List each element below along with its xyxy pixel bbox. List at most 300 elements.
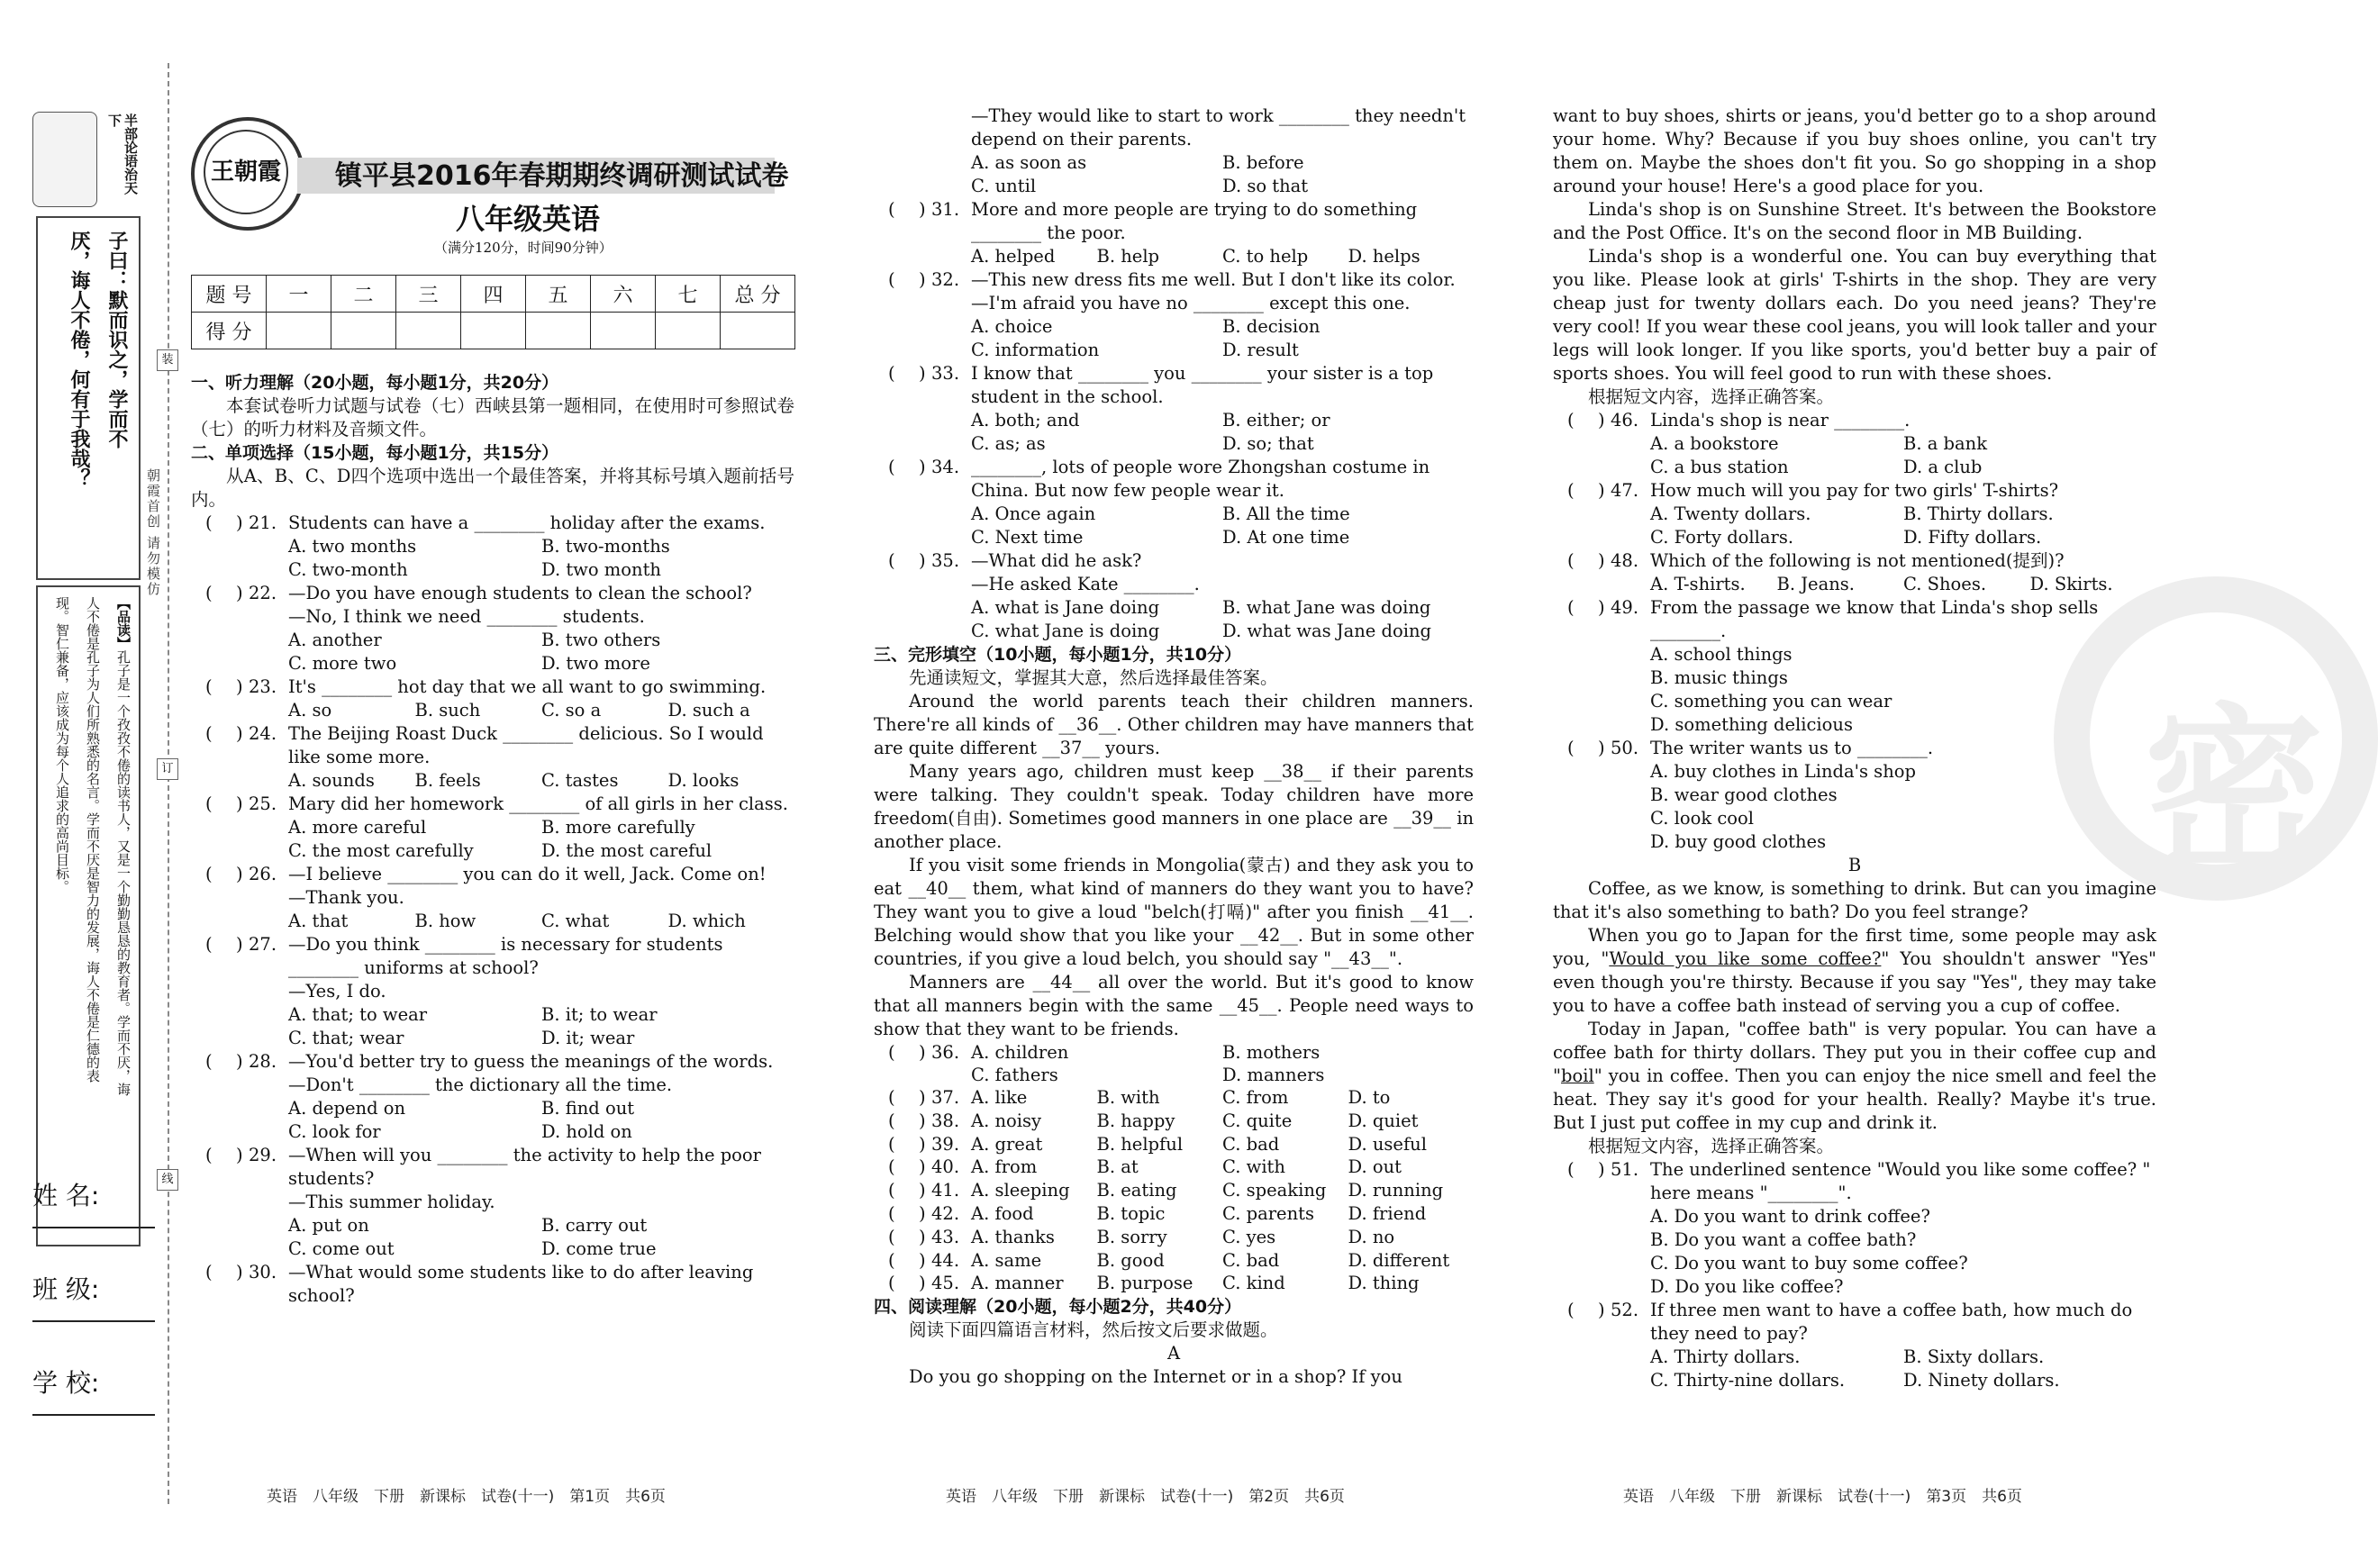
option[interactable]: B. two others <box>541 630 661 650</box>
option[interactable]: D. manners <box>1222 1065 1325 1085</box>
q-number: 24. <box>249 723 277 744</box>
bind-mark-3: 线 <box>157 1169 178 1191</box>
option[interactable]: B. purpose <box>1096 1273 1194 1294</box>
option[interactable]: B. two-months <box>541 536 670 557</box>
q-number: 43. <box>931 1226 960 1247</box>
option[interactable]: A. food <box>971 1202 1034 1224</box>
q-text: —Thank you. <box>288 887 404 908</box>
option[interactable]: C. so a <box>541 700 602 721</box>
answer-bracket-close: ) <box>919 1249 926 1271</box>
option[interactable]: A. as soon as <box>971 152 1087 173</box>
answer-bracket[interactable]: ( <box>888 363 895 384</box>
answer-bracket[interactable]: ( <box>1567 1159 1575 1180</box>
q-text: From the passage we know that Linda's shop sells ________. <box>1650 597 2099 641</box>
answer-bracket[interactable]: ( <box>888 269 895 290</box>
option[interactable]: A. put on <box>288 1215 369 1236</box>
answer-bracket-close: ) <box>919 1133 926 1155</box>
q-text: —When will you ________ the activity to help the poor students? <box>288 1145 761 1189</box>
section-3-text: 先通读短文，掌握其大意，然后选择最佳答案。 <box>909 667 1278 688</box>
option[interactable]: C. Next time <box>971 527 1084 548</box>
q-text: —You'd better try to guess the meanings of the words. <box>288 1051 774 1072</box>
answer-bracket[interactable]: ( <box>888 1249 895 1271</box>
question-21: ( ) 21. Students can have a ________ holiday after the exams. A. two months B. two-months C. two-month D. two month <box>191 512 794 582</box>
q-number: 46. <box>1611 410 1639 431</box>
answer-bracket[interactable]: ( <box>205 512 213 533</box>
option[interactable]: D. Ninety dollars. <box>1903 1370 2060 1391</box>
option[interactable]: B. what Jane was doing <box>1222 597 1431 618</box>
option[interactable]: B. music things <box>1650 667 1788 688</box>
option[interactable]: A. like <box>971 1087 1028 1108</box>
option[interactable]: C. from <box>1222 1087 1289 1108</box>
q-text: —Don't ________ the dictionary all the time. <box>288 1074 673 1095</box>
q-text: Which of the following is not mentioned(提到)? <box>1650 550 2065 571</box>
option[interactable]: B. Thirty dollars. <box>1903 503 2054 524</box>
answer-bracket[interactable]: ( <box>1567 550 1575 571</box>
answer-bracket[interactable]: ( <box>1567 480 1575 501</box>
binding-strip <box>29 106 146 1142</box>
cloze-question-row <box>874 1272 1474 1295</box>
option[interactable]: A. so <box>288 700 332 721</box>
option[interactable]: C. what Jane is doing <box>971 621 1160 641</box>
answer-bracket[interactable]: ( <box>205 1145 213 1165</box>
section-1-heading: 一、听力理解（20小题，每小题1分，共20分） <box>191 373 559 393</box>
option[interactable]: B. such <box>414 700 481 721</box>
option[interactable]: D. Skirts. <box>2029 574 2113 594</box>
text-run: " you in coffee. Then you can enjoy the nice smell and feel the heat. They say it's good for your health. Really? Maybe it's true. But I just put coffee in my cup and drink it. <box>1553 1065 2156 1133</box>
answer-bracket[interactable]: ( <box>205 583 213 603</box>
option[interactable]: D. looks <box>667 770 740 791</box>
option[interactable]: C. more two <box>288 653 397 674</box>
answer-bracket[interactable]: ( <box>888 1226 895 1247</box>
cloze-paragraph-1: Around the world parents teach their children manners. There're all kinds of __36__. Other children may have manners that are quite different __37__ yours. <box>874 691 1474 758</box>
answer-bracket[interactable]: ( <box>888 1273 895 1294</box>
option[interactable]: B. Do you want a coffee bath? <box>1650 1229 1917 1250</box>
option[interactable]: B. it; to wear <box>541 1004 658 1025</box>
answer-bracket-close: ) <box>919 1156 926 1178</box>
answer-bracket[interactable]: ( <box>888 1156 895 1178</box>
option[interactable]: D. come true <box>541 1238 657 1259</box>
answer-bracket[interactable]: ( <box>888 199 895 220</box>
q-text: —They would like to start to work ________ they needn't depend on their parents. <box>971 105 1466 150</box>
option[interactable]: B. good <box>1096 1249 1165 1271</box>
q-text: It's ________ hot day that we all want to go swimming. <box>288 676 767 697</box>
pindu-text-1: 孔子是一个孜孜不倦的读书人，又是一个勤勤恳恳的教育者。学而不厌，诲 <box>115 650 132 1096</box>
question-35: ( ) 35. —What did he ask? —He asked Kate ________. A. what is Jane doing B. what Jane was doing C. what Jane is doing D. what was Jane doing <box>874 549 1474 643</box>
score-cell: 总 分 <box>721 276 795 313</box>
question-50: ( ) 50. The writer wants us to ________. A. buy clothes in Linda's shop B. wear good clothes C. look cool D. buy good clothes <box>1553 737 2156 854</box>
passage-b-instruction: 根据短文内容，选择正确答案。 <box>1588 1136 1835 1156</box>
option[interactable]: A. great <box>971 1133 1043 1155</box>
q-text: I know that ________ you ________ your sister is a top student in the school. <box>971 363 1434 407</box>
school-field[interactable] <box>32 1364 155 1400</box>
q-text: If three men want to have a coffee bath, how much do they need to pay? <box>1650 1300 2133 1344</box>
q-text: The writer wants us to ________. <box>1650 738 1934 758</box>
q-text: —No, I think we need ________ students. <box>288 606 645 627</box>
q-options <box>288 769 794 793</box>
option[interactable]: C. to help <box>1222 246 1309 267</box>
question-30: ( ) 30. —What would some students like to do after leaving school? <box>191 1261 794 1308</box>
q-options <box>971 1249 1474 1273</box>
q-number: 38. <box>931 1110 960 1131</box>
option[interactable]: C. bad <box>1222 1133 1280 1155</box>
option[interactable]: D. a club <box>1903 457 1983 477</box>
q-options <box>1650 1346 2156 1392</box>
score-input[interactable] <box>656 313 721 349</box>
option[interactable]: D. something delicious <box>1650 714 1853 735</box>
passage-a-paragraph-2: Linda's shop is on Sunshine Street. It's between the Bookstore and the Post Office. It's on the second floor in MB Building. <box>1553 199 2156 243</box>
name-field[interactable] <box>32 1176 155 1212</box>
option[interactable]: D. so; that <box>1222 433 1314 454</box>
answer-bracket-close: ) <box>919 1110 926 1131</box>
option[interactable]: B. eating <box>1096 1180 1177 1201</box>
answer-bracket[interactable]: ( <box>888 1202 895 1224</box>
option[interactable]: A. Once again <box>971 503 1096 524</box>
copyright-note: 朝霞首创 请勿模仿 <box>145 468 161 597</box>
strip-banner: 半部论语治天下 <box>106 113 139 195</box>
option[interactable]: A. T-shirts. <box>1650 574 1746 594</box>
q-options <box>288 535 794 582</box>
score-header-row <box>192 276 795 313</box>
option[interactable]: C. fathers <box>971 1065 1058 1085</box>
option[interactable]: B. Jeans. <box>1776 574 1855 594</box>
answer-bracket[interactable]: ( <box>1567 738 1575 758</box>
section-4-text: 阅读下面四篇语言材料，然后按文后要求做题。 <box>909 1319 1278 1341</box>
score-cell: 三 <box>396 276 461 313</box>
option[interactable]: A. children <box>971 1042 1069 1063</box>
option[interactable]: B. All the time <box>1222 503 1350 524</box>
option[interactable]: D. useful <box>1348 1133 1427 1155</box>
score-cell: 二 <box>331 276 396 313</box>
question-32: ( ) 32. —This new dress fits me well. But I don't like its color. —I'm afraid you have no ________ except this one. A. choice B. decision C. information D. result <box>874 268 1474 362</box>
q-number: 21. <box>249 512 277 533</box>
option[interactable]: A. Do you want to drink coffee? <box>1650 1206 1930 1227</box>
cloze-paragraph-3: If you visit some friends in Mongolia(蒙古) and they ask you to eat __40__ them, what kind of manners do they want you to have? They want you to give a loud "belch(打嗝)" after you finish __41__. Belching would show that you like your __42__. But in some other countries, if you give a loud belch, you should say "__43__". <box>874 855 1474 969</box>
option[interactable]: D. buy good clothes <box>1650 831 1827 852</box>
option[interactable]: B. wear good clothes <box>1650 784 1838 805</box>
option[interactable]: B. happy <box>1096 1110 1175 1131</box>
answer-bracket[interactable]: ( <box>888 1042 895 1063</box>
option[interactable]: A. a bookstore <box>1650 433 1779 454</box>
option[interactable]: D. running <box>1348 1180 1444 1201</box>
q-number: 41. <box>931 1180 960 1201</box>
logo-text: 王朝霞 <box>204 130 288 214</box>
option[interactable]: C. come out <box>288 1238 395 1259</box>
option[interactable]: A. another <box>288 630 382 650</box>
option[interactable]: B. Sixty dollars. <box>1903 1346 2045 1367</box>
answer-bracket[interactable]: ( <box>205 1262 213 1282</box>
cloze-question-row <box>874 1249 1474 1273</box>
option[interactable]: B. feels <box>414 770 481 791</box>
q-number: 31. <box>931 199 960 220</box>
option[interactable]: D. quiet <box>1348 1110 1419 1131</box>
option[interactable]: D. the most careful <box>541 840 712 861</box>
option[interactable]: C. that; wear <box>288 1028 404 1048</box>
option[interactable]: D. what was Jane doing <box>1222 621 1432 641</box>
option[interactable]: D. it; wear <box>541 1028 635 1048</box>
page-footer-2: 英语 八年级 下册 新课标 试卷(十一) 第2页 共6页 <box>946 1488 1345 1506</box>
option[interactable]: B. decision <box>1222 316 1321 337</box>
option[interactable]: D. Do you like coffee? <box>1650 1276 1844 1297</box>
option[interactable]: D. helps <box>1348 246 1420 267</box>
option[interactable]: B. a bank <box>1903 433 1988 454</box>
quote-line-2: 厌，诲人不倦，何有于我哉？ <box>68 231 90 488</box>
text-run: " You shouldn't answer "Yes" even though you're thirsty. Because if you say "Yes", they may take you to have a coffee bath instead of serving you a cup of coffee. <box>1553 948 2156 1016</box>
question-47: ( ) 47. How much will you pay for two girls' T-shirts? A. Twenty dollars. B. Thirty dollars. C. Forty dollars. D. Fifty dollars. <box>1553 479 2156 549</box>
option[interactable]: C. what <box>541 911 610 931</box>
answer-bracket[interactable]: ( <box>888 1087 895 1108</box>
option[interactable]: D. At one time <box>1222 527 1350 548</box>
question-28: ( ) 28. —You'd better try to guess the meanings of the words. —Don't ________ the dictionary all the time. A. depend on B. find out C. look for D. hold on <box>191 1050 794 1144</box>
q-number: 29. <box>249 1145 277 1165</box>
page-footer-1: 英语 八年级 下册 新课标 试卷(十一) 第1页 共6页 <box>267 1488 666 1506</box>
option[interactable]: A. noisy <box>971 1110 1042 1131</box>
answer-bracket-close: ) <box>919 1202 926 1224</box>
q-options <box>288 816 794 863</box>
text-run: Today in Japan, "coffee bath" is very popular. You can have a coffee bath for thirty dollars. They put you in their coffee cup and " <box>1553 1019 2156 1086</box>
option[interactable]: C. Shoes. <box>1903 574 1987 594</box>
option[interactable]: A. two months <box>288 536 417 557</box>
score-cell: 五 <box>526 276 591 313</box>
option[interactable]: C. Thirty-nine dollars. <box>1650 1370 1846 1391</box>
score-input[interactable] <box>721 313 795 349</box>
q-number: 30. <box>249 1262 277 1282</box>
q-options <box>971 1202 1474 1226</box>
option[interactable]: A. helped <box>971 246 1056 267</box>
answer-bracket[interactable]: ( <box>888 1133 895 1155</box>
score-input[interactable] <box>331 313 396 349</box>
option[interactable]: D. two month <box>541 559 661 580</box>
score-input[interactable] <box>267 313 331 349</box>
option[interactable]: D. friend <box>1348 1202 1427 1224</box>
q-options <box>971 151 1474 198</box>
question-29: ( ) 29. —When will you ________ the activity to help the poor students? —This summer holiday. A. put on B. carry out C. come out D. come true <box>191 1144 794 1261</box>
bind-mark-1: 装 <box>157 349 178 371</box>
passage-b-paragraph-2 <box>1553 924 2156 1018</box>
q-number: 22. <box>249 583 277 603</box>
q-text: —What did he ask? <box>971 550 1142 571</box>
option[interactable]: A. Twenty dollars. <box>1650 503 1811 524</box>
question-51: ( ) 51. The underlined sentence "Would you like some coffee? " here means "________". A. Do you want to drink coffee? B. Do you want a coffee bath? C. Do you want to buy some coffee? D. Do you like coffee? <box>1553 1158 2156 1299</box>
option[interactable]: B. how <box>414 911 477 931</box>
option[interactable]: D. thing <box>1348 1273 1420 1294</box>
column-1 <box>191 371 794 1308</box>
q-number: 25. <box>249 793 277 814</box>
answer-bracket[interactable]: ( <box>1567 597 1575 618</box>
option[interactable]: D. so that <box>1222 176 1309 196</box>
exam-title: 镇平县2016年春期期终调研测试试卷 <box>335 160 789 192</box>
answer-bracket[interactable]: ( <box>888 457 895 477</box>
question-49: ( ) 49. From the passage we know that Linda's shop sells ________. A. school things B. music things C. something you can wear D. something delicious <box>1553 596 2156 737</box>
pindu-box <box>36 585 141 1246</box>
q-options <box>971 1110 1474 1133</box>
option[interactable]: A. that <box>288 911 349 931</box>
q-options <box>1650 432 2156 479</box>
q-text: —I believe ________ you can do it well, Jack. Come on! <box>288 864 767 884</box>
q-options <box>288 629 794 675</box>
option[interactable]: A. manner <box>971 1273 1064 1294</box>
option[interactable]: A. sleeping <box>971 1180 1070 1201</box>
q-number: 27. <box>249 934 277 955</box>
option[interactable]: D. Fifty dollars. <box>1903 527 2042 548</box>
option[interactable]: C. until <box>971 176 1037 196</box>
score-cell: 七 <box>656 276 721 313</box>
option[interactable]: A. thanks <box>971 1226 1055 1247</box>
option[interactable]: B. at <box>1096 1156 1139 1178</box>
answer-bracket[interactable]: ( <box>1567 410 1575 431</box>
option[interactable]: B. help <box>1096 246 1160 267</box>
option[interactable]: C. quite <box>1222 1110 1293 1131</box>
option[interactable]: D. which <box>667 911 746 931</box>
q-options <box>971 1156 1474 1179</box>
score-cell: 四 <box>461 276 526 313</box>
option[interactable]: C. information <box>971 340 1100 360</box>
exam-subtitle: 八年级英语 <box>456 202 601 236</box>
option[interactable]: C. a bus station <box>1650 457 1789 477</box>
answer-bracket-close: ) <box>919 1226 926 1247</box>
option[interactable]: C. look for <box>288 1121 381 1142</box>
passage-a-continued: want to buy shoes, shirts or jeans, you'd better go to a shop around your home. Why? Because if you buy shoes online, you can't try them on. Maybe the shoes don't fit you. So go shopping in a shop around your house! Here's a good place for you. <box>1553 105 2156 196</box>
answer-bracket[interactable]: ( <box>888 550 895 571</box>
pindu-text-3: 现。智仁兼备，应该成为每个人追求的高尚目标。 <box>54 596 70 893</box>
option[interactable]: A. both; and <box>971 410 1080 431</box>
q-options <box>971 1179 1474 1202</box>
question-52: ( ) 52. If three men want to have a coffee bath, how much do they need to pay? A. Thirty dollars. B. Sixty dollars. C. Thirty-nine dollars. D. Ninety dollars. <box>1553 1299 2156 1392</box>
option[interactable]: C. kind <box>1222 1273 1285 1294</box>
question-22: ( ) 22. —Do you have enough students to clean the school? —No, I think we need ________ students. A. another B. two others C. more two D. two more <box>191 582 794 675</box>
option[interactable]: C. tastes <box>541 770 619 791</box>
answer-bracket[interactable]: ( <box>205 676 213 697</box>
q-number: 32. <box>931 269 960 290</box>
option[interactable]: C. with <box>1222 1156 1285 1178</box>
q-options <box>971 1041 1474 1086</box>
section-4-heading: 四、阅读理解（20小题，每小题2分，共40分） <box>874 1297 1242 1318</box>
q-options <box>1650 573 2156 596</box>
option[interactable]: A. sounds <box>288 770 375 791</box>
option[interactable]: B. with <box>1096 1087 1160 1108</box>
q-number: 52. <box>1611 1300 1639 1320</box>
option[interactable]: A. buy clothes in Linda's shop <box>1650 761 1916 782</box>
option[interactable]: A. Thirty dollars. <box>1650 1346 1801 1367</box>
q-number: 42. <box>931 1202 960 1224</box>
option[interactable]: D. hold on <box>541 1121 632 1142</box>
q-number: 28. <box>249 1051 277 1072</box>
page-footer-3: 英语 八年级 下册 新课标 试卷(十一) 第3页 共6页 <box>1623 1488 2022 1506</box>
option[interactable]: D. to <box>1348 1087 1391 1108</box>
option[interactable]: C. Forty dollars. <box>1650 527 1794 548</box>
option[interactable]: B. mothers <box>1222 1042 1321 1063</box>
q-text: —This summer holiday. <box>288 1192 495 1212</box>
option[interactable]: C. two-month <box>288 559 408 580</box>
option[interactable]: B. before <box>1222 152 1304 173</box>
option[interactable]: C. look cool <box>1650 808 1754 829</box>
q-number: 49. <box>1611 597 1639 618</box>
option[interactable]: B. helpful <box>1096 1133 1184 1155</box>
confucius-portrait <box>32 112 97 207</box>
option[interactable]: A. more careful <box>288 817 427 838</box>
q-number: 23. <box>249 676 277 697</box>
answer-bracket[interactable]: ( <box>205 934 213 955</box>
cloze-question-row <box>874 1086 1474 1110</box>
q-number: 48. <box>1611 550 1639 571</box>
score-input[interactable] <box>396 313 461 349</box>
bind-mark-2: 订 <box>157 758 178 780</box>
option[interactable]: A. depend on <box>288 1098 406 1119</box>
answer-bracket[interactable]: ( <box>205 723 213 744</box>
score-cell: 一 <box>267 276 331 313</box>
q-text: The underlined sentence "Would you like some coffee? " here means "________". <box>1650 1159 2151 1203</box>
underlined-word: boil <box>1560 1065 1594 1086</box>
score-cell: 六 <box>591 276 656 313</box>
option[interactable]: C. yes <box>1222 1226 1276 1247</box>
q-number: 34. <box>931 457 960 477</box>
option[interactable]: C. as; as <box>971 433 1046 454</box>
option[interactable]: C. Do you want to buy some coffee? <box>1650 1253 1968 1273</box>
answer-bracket[interactable]: ( <box>888 1110 895 1131</box>
option[interactable]: D. out <box>1348 1156 1402 1178</box>
option[interactable]: B. sorry <box>1096 1226 1167 1247</box>
question-46: ( ) 46. Linda's shop is near ________. A. a bookstore B. a bank C. a bus station D. a club <box>1553 409 2156 479</box>
cloze-question-row <box>874 1179 1474 1202</box>
option[interactable]: C. bad <box>1222 1249 1280 1271</box>
answer-bracket[interactable]: ( <box>205 864 213 884</box>
answer-bracket[interactable]: ( <box>205 793 213 814</box>
q-number: 33. <box>931 363 960 384</box>
column-3 <box>1553 104 2156 1392</box>
question-24: ( ) 24. The Beijing Roast Duck ________ delicious. So I would like some more. A. sounds B. feels C. tastes D. looks <box>191 722 794 793</box>
q-number: 51. <box>1611 1159 1639 1180</box>
score-cell: 得 分 <box>192 313 267 349</box>
q-text: —He asked Kate ________. <box>971 574 1200 594</box>
option[interactable]: A. school things <box>1650 644 1793 665</box>
option[interactable]: A. that; to wear <box>288 1004 428 1025</box>
option[interactable]: D. such a <box>667 700 750 721</box>
option[interactable]: C. speaking <box>1222 1180 1327 1201</box>
column-2 <box>874 104 1474 1389</box>
option[interactable]: A. from <box>971 1156 1038 1178</box>
q-number: 44. <box>931 1249 960 1271</box>
option[interactable]: D. two more <box>541 653 650 674</box>
option[interactable]: C. something you can wear <box>1650 691 1892 711</box>
score-input-row <box>192 313 795 349</box>
class-field[interactable] <box>32 1270 155 1306</box>
cloze-paragraph-2: Many years ago, children must keep __38__ if their parents were talking. They couldn't speak. Today children have more freedom(自由). Sometimes good manners in one place are __39__ in another place. <box>874 761 1474 852</box>
option[interactable]: A. what is Jane doing <box>971 597 1160 618</box>
score-cell: 题 号 <box>192 276 267 313</box>
score-input[interactable] <box>526 313 591 349</box>
option[interactable]: B. either; or <box>1222 410 1330 431</box>
option[interactable]: D. different <box>1348 1249 1450 1271</box>
option[interactable]: B. topic <box>1096 1202 1166 1224</box>
option[interactable]: D. result <box>1222 340 1299 360</box>
option[interactable]: D. no <box>1348 1226 1395 1247</box>
option[interactable]: A. same <box>971 1249 1042 1271</box>
option[interactable]: C. parents <box>1222 1202 1314 1224</box>
answer-bracket[interactable]: ( <box>205 1051 213 1072</box>
cloze-options <box>874 1086 1474 1295</box>
score-input[interactable] <box>461 313 526 349</box>
answer-bracket[interactable]: ( <box>1567 1300 1575 1320</box>
passage-b-paragraph-3 <box>1553 1018 2156 1135</box>
answer-bracket[interactable]: ( <box>888 1180 895 1201</box>
option[interactable]: B. more carefully <box>541 817 695 838</box>
underlined-sentence: Would you like some coffee? <box>1609 948 1882 969</box>
score-input[interactable] <box>591 313 656 349</box>
section-1-text: 本套试卷听力试题与试卷（七）西峡县第一题相同，在使用时可参照试卷（七）的听力材料及音频文件。 <box>191 395 794 440</box>
option[interactable]: B. carry out <box>541 1215 648 1236</box>
option[interactable]: A. choice <box>971 316 1053 337</box>
option[interactable]: C. the most carefully <box>288 840 474 861</box>
option[interactable]: B. find out <box>541 1098 635 1119</box>
